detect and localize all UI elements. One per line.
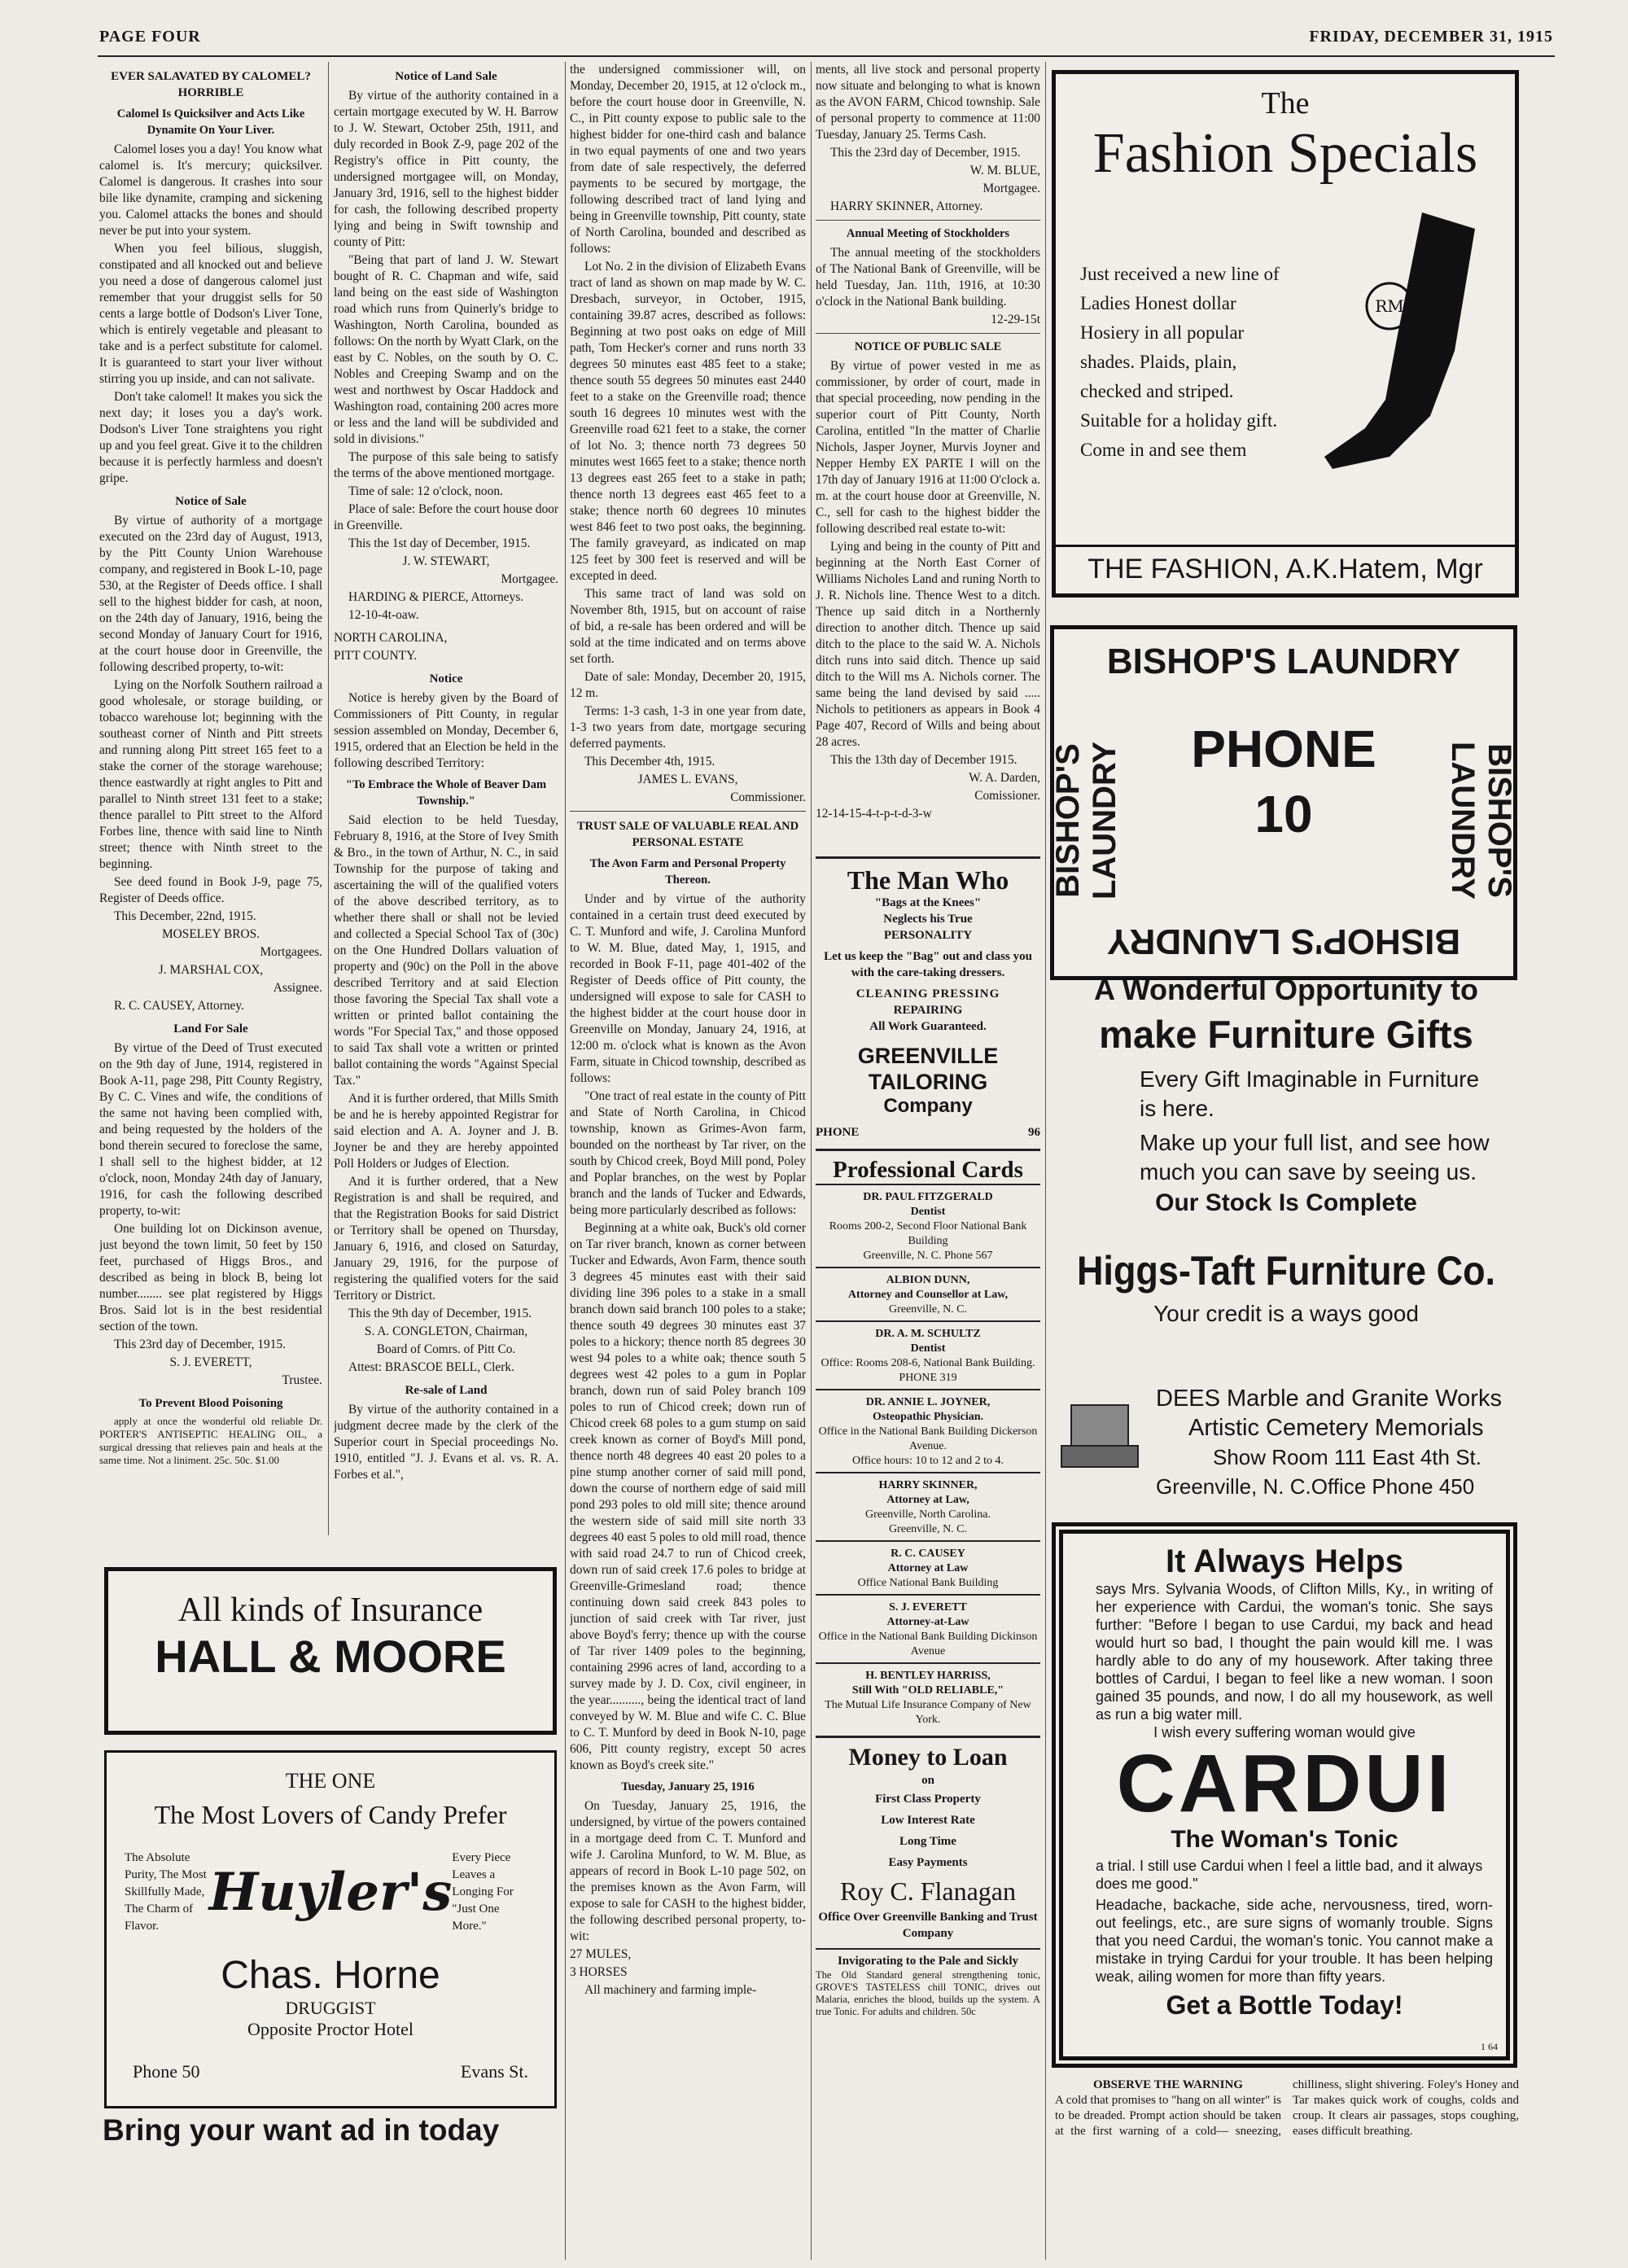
professional-card [816, 1320, 1040, 1389]
dees-line: DEES Marble and Granite Works [1156, 1386, 1502, 1412]
card-name: R. C. CAUSEY [891, 1548, 965, 1560]
election-notice-head: Notice [429, 672, 463, 685]
tailoring-phone-row [816, 1124, 1040, 1141]
loan-line: First Class Property [875, 1793, 981, 1806]
card-l1: The Mutual Life Insurance Company of New York. [825, 1699, 1031, 1726]
land-for-sale-head: Land For Sale [173, 1022, 248, 1035]
cardui-ad [1052, 1522, 1517, 2068]
card-l1: Office in the National Bank Building Dickinson Avenue [818, 1631, 1038, 1657]
dees-line: Greenville, N. C.Office Phone 450 [1156, 1474, 1475, 1499]
professional-card [816, 1184, 1040, 1267]
land-sale-time: Time of sale: 12 o'clock, noon. [348, 484, 503, 498]
loan-line: Low Interest Rate [881, 1814, 975, 1827]
card-name: DR. A. M. SCHULTZ [875, 1328, 981, 1340]
land-sale-signature-role: Mortgagee. [501, 572, 558, 586]
sale-signature-role: Assignee. [273, 981, 322, 995]
card-list [816, 1184, 1040, 1731]
trust-cont-date: This the 23rd day of December, 1915. [830, 146, 1021, 160]
card-l2: PHONE 319 [899, 1372, 957, 1384]
warning-notice [1055, 2078, 1519, 2139]
tailoring-ad [816, 856, 1040, 1141]
loan-line: Long Time [899, 1835, 956, 1848]
column-3 [570, 62, 806, 2260]
column-4 [816, 62, 1040, 843]
want-ad-banner: Bring your want ad in today [103, 2113, 500, 2147]
election-territory: "To Embrace the Whole of Beaver Dam Township." [345, 778, 547, 808]
card-title: Attorney at Law [887, 1562, 969, 1574]
professional-card [816, 1472, 1040, 1540]
fashion-body: Just received a new line of Ladies Honest dollar Hosiery in all popular shades. Plaids, plain, checked and striped. Suitable for a holiday gift. Come in and see them [1080, 264, 1280, 460]
loan-ad [816, 1736, 1040, 1942]
dees-marble-ad [1050, 1384, 1522, 1506]
resale-cont: Date of sale: Monday, December 20, 1915, 12 m. [570, 670, 806, 700]
masthead-rule [98, 55, 1555, 57]
trust-para: On Tuesday, January 25, 1916, the undersigned, by virtue of the powers contained in a mortgage deed from C. T. Munford and wife J. Carolina Munford, to W. M. Blue, as appears of record in Book L-10 page 502, on the premises known as the Avon Farm, will expose to sale for CASH to the highest bidder, the following described personal property, to-wit: [570, 1799, 806, 1943]
blood-poisoning-head: To Prevent Blood Poisoning [138, 1397, 283, 1410]
sale-attorney: R. C. CAUSEY, Attorney. [114, 999, 244, 1013]
stocking-icon [1300, 196, 1503, 506]
nc-head: NORTH CAROLINA, [334, 631, 448, 645]
card-name: DR. PAUL FITZGERALD [863, 1191, 993, 1203]
card-title: Still With "OLD RELIABLE," [851, 1684, 1004, 1697]
cardui-number: 1 64 [1481, 2041, 1498, 2052]
land-sale-head: Notice of Land Sale [395, 70, 497, 83]
horne-street: Evans St. [460, 2061, 528, 2082]
trust-attorney: HARRY SKINNER, Attorney. [830, 199, 983, 213]
grove-ad [816, 1948, 1040, 2018]
trust-sale-head: TRUST SALE OF VALUABLE REAL AND PERSONAL ESTATE [570, 811, 806, 851]
loan-line: Easy Payments [888, 1856, 968, 1869]
sale-signature: MOSELEY BROS. [161, 927, 260, 941]
card-l1: Office in the National Bank Building Dickerson Avenue. [818, 1425, 1038, 1452]
cardui-headline: It Always Helps [1166, 1543, 1403, 1579]
horne-right-text: Every Piece Leaves a Longing For "Just One More." [452, 1851, 514, 1933]
bishop-name-top: BISHOP'S LAUNDRY [1106, 641, 1461, 681]
cardui-body: says Mrs. Sylvania Woods, of Clifton Mills, Ky., in writing of her experience with Cardui, the woman's tonic. She says further: "Before I began to use Cardui, my back and head would hurt so bad, I thought the pain would kill me. I was hardly able to do any of my housework. After taking three bottles of Cardui, I began to feel like a new woman. I soon gained 35 pounds, and now, I do all my housework, as well as run a big water mill. [1096, 1581, 1493, 1723]
tailoring-guarantee: All Work Guaranteed. [869, 1020, 987, 1033]
furniture-line: Every Gift Imaginable in Furniture is here. [1140, 1066, 1480, 1121]
professional-card [816, 1389, 1040, 1472]
card-title: Dentist [910, 1206, 946, 1218]
horne-line: The Most Lovers of Candy Prefer [154, 1800, 507, 1829]
land-sale-para: The purpose of this sale being to satisfy the terms of the above mentioned mortgage. [334, 450, 558, 480]
land-sale-date: This the 1st day of December, 1915. [348, 536, 531, 550]
election-para: And it is further ordered, that Mills Smith be and he is hereby appointed Registrar for said election and A. A. Joyner and J. B. Joyner be and they are hereby appointed Poll Holders or Judges of Election. [334, 1092, 558, 1171]
election-para: Notice is hereby given by the Board of Commissioners of Pitt County, in regular session assembled on Monday, December 6, 1915, ordered that an Election be held in the following described Territory: [334, 691, 558, 770]
insurance-company: HALL & MOORE [155, 1631, 506, 1682]
land-signature: S. J. EVERETT, [169, 1355, 252, 1369]
card-name: DR. ANNIE L. JOYNER, [865, 1396, 991, 1408]
card-name: HARRY SKINNER, [878, 1479, 978, 1491]
tailoring-line: PERSONALITY [883, 929, 973, 942]
land-sale-para: "Being that part of land J. W. Stewart bought of R. C. Chapman and wife, said land being on the east side of Washington road which runs from Quinerly's bridge to Washington, North Carolina, bounded as follows: On the north by Wyatt Clark, on the east by C. Nobles, on the south by O. C. Nobles and Creeping Swamp and on the west and northwest by Oscar Haddock and Washington road, containing 200 acres more or less and the land will be subdivided and sold in divisions." [334, 253, 558, 446]
column-rule [565, 62, 566, 2260]
public-sale-signature-role: Comissioner. [974, 789, 1040, 803]
resale-signature-role: Commissioner. [730, 790, 806, 804]
professional-cards-head: Professional Cards [833, 1157, 1023, 1183]
sale-signature-role: Mortgagees. [260, 945, 322, 959]
card-title: Dentist [910, 1342, 946, 1355]
fashion-ad [1052, 70, 1519, 598]
fashion-title: Fashion Specials [1092, 122, 1478, 185]
card-title: Attorney-at-Law [886, 1616, 969, 1628]
furniture-line: A Wonderful Opportunity to [1094, 973, 1478, 1006]
resale-cont: Terms: 1-3 cash, 1-3 in one year from date, 1-3 two years from date, mortgage securing deferred payments. [570, 704, 806, 751]
calomel-subhead: Calomel Is Quicksilver and Acts Like Dynamite On Your Liver. [116, 107, 305, 137]
column-rule [1045, 62, 1046, 2260]
horne-druggist: DRUGGIST [285, 1998, 376, 2018]
cardui-body: Headache, backache, side ache, nervousness, tired, worn-out feelings, etc., are sure signs of womanly trouble. Signs that you need Cardui, the woman's tonic. You cannot make a mistake in trying Cardui for your trouble. It has been helping weak, ailing women for more than fifty years. [1096, 1897, 1493, 1985]
land-sale-signature: J. W. STEWART, [402, 554, 490, 568]
huylers-logo: Huyler's [208, 1862, 453, 1923]
issue-date: FRIDAY, DECEMBER 31, 1915 [1309, 28, 1553, 46]
loan-line: on [921, 1774, 934, 1787]
tailoring-company: GREENVILLE TAILORING [857, 1044, 999, 1094]
card-l2: Greenville, N. C. [888, 1523, 968, 1535]
card-name: ALBION DUNN, [886, 1274, 970, 1286]
cardui-cta: Get a Bottle Today! [1166, 1990, 1403, 2020]
calomel-headline: EVER SALAVATED BY CALOMEL? HORRIBLE [111, 70, 311, 99]
horne-address: Opposite Proctor Hotel [247, 2019, 414, 2039]
bishop-phone: PHONE [1191, 720, 1376, 778]
horne-phone: Phone 50 [133, 2061, 200, 2082]
horne-left-text: The Absolute Purity, The Most Skillfully Made, The Charm of Flavor. [125, 1851, 207, 1933]
cardui-wish: I wish every suffering woman would give [1153, 1724, 1416, 1740]
public-sale-code: 12-14-15-4-t-p-t-d-3-w [816, 807, 932, 821]
card-l2: Greenville, N. C. Phone 567 [863, 1250, 993, 1262]
card-l1: Office National Bank Building [857, 1577, 999, 1589]
land-sale-para: By virtue of the authority contained in a certain mortgage executed by W. H. Barrow to J. W. Stewart, October 25th, 1911, and duly recorded in Book Z-9, page 202 of the Registry's office in Pitt county, the undersigned mortgagee will, on Monday, January 3rd, 1916, sell to the highest bidder for cash, the following described property lying and being in Swift township and county of Pitt: [334, 89, 558, 249]
land-para: By virtue of the Deed of Trust executed on the 9th day of June, 1914, registered in Book A-11, page 298, Pitt County Registry, By C. C. Vines and wife, the conditions of the same not having been complied with, and being requested by the holders of the bond therein secured to foreclose the same, I shall sell to the highest bidder, at 12 o'clock, noon, Monday 24th day of January, 1916, for cash the following described property, to-wit: [99, 1041, 322, 1218]
resale-date: This December 4th, 1915. [584, 755, 716, 768]
resale-head: Re-sale of Land [405, 1384, 488, 1397]
fashion-footer: THE FASHION, A.K.Hatem, Mgr [1056, 545, 1515, 585]
trust-signature: W. M. BLUE, [969, 164, 1040, 177]
tailoring-services: CLEANING PRESSING [856, 987, 1000, 1000]
nc-county: PITT COUNTY. [334, 649, 418, 663]
public-sale-date: This the 13th day of December 1915. [830, 753, 1017, 767]
cardui-body: a trial. I still use Cardui when I feel a little bad, and it always does me good." [1096, 1858, 1483, 1892]
trust-signature-role: Mortgagee. [982, 182, 1040, 195]
cardui-tonic: The Woman's Tonic [1171, 1826, 1398, 1853]
public-sale-para: By virtue of power vested in me as commissioner, by order of court, made in that special proceeding, now pending in the superior court of Pitt County, North Carolina, entitled "In the matter of Charlie Nichols, Jasper Joyner, Murvis Joyner and Nepper Hemby EX PARTE I will on the 17th day of January 1916 at 11:00 O'clock a. m. at the court house door at Greenville, N. C., sell for cash to the highest bidder the following described real estate to-wit: [816, 359, 1040, 536]
professional-cards [816, 1149, 1040, 1731]
column-rule [328, 62, 329, 1535]
higgs-taft-credit: Your credit is a ways good [1153, 1301, 1419, 1326]
trust-cont: ments, all live stock and personal property now situate and belonging to what is known as the AVON FARM, Chicod township. Sale of personal property to commence at 11:00 Tuesday, January 25. Terms Cash. [816, 63, 1040, 142]
resale-cont: This same tract of land was sold on November 8th, 1915, but on account of raise of bid, a re-sale has been ordered and will be sold at the time indicated and on terms above set forth. [570, 587, 806, 666]
calomel-para: Calomel loses you a day! You know what calomel is. It's mercury; quicksilver. Calomel is dangerous. It crashes into sour bile like dynamite, cramping and sickening you. Calomel attacks the bones and should never be put into your system. [99, 142, 322, 238]
public-sale-head: NOTICE OF PUBLIC SALE [816, 333, 1040, 355]
public-sale-signature: W. A. Darden, [969, 771, 1040, 785]
card-name: S. J. EVERETT [889, 1601, 967, 1613]
trust-para: "One tract of real estate in the county of Pitt and State of North Carolina, in Chicod township, known as Grimes-Avon farm, bounded on the northeast by Tar river, on the south by Chicod creek, Boyd Mill pond, Poley and Poplar branches, on the west by Poplar branch and the lands of Tucker and Edwards, being more particularly described as follows: [570, 1089, 806, 1217]
insurance-ad [104, 1567, 557, 1735]
resale-cont: Lot No. 2 in the division of Elizabeth Evans tract of land as shown on map made by W. C. Dresbach, surveyor, in October, 1915, containing 39.87 acres, described as follows: Beginning at two post oaks on edge of Mill path, Tom Hecker's corner and runs north 33 degrees 50 minutes east 485 feet to a stake; thence south 55 degrees 50 minutes east 2440 feet to a stake on the Greenville road; thence south 16 degrees 10 minutes west with the Greenville road 621 feet to a stake, the corner of lot No. 3; thence north 73 degrees 50 minutes west 1665 feet to a stake; thence north 13 degrees east 265 feet to a stake in path; thence north 13 degrees east 465 feet to a stake; thence north 60 degrees 10 minutes west 846 feet to two post oaks, the beginning. The family graveyard, as indicated on map 125 feet by 300 feet is reserved and will be excepted in deed. [570, 260, 806, 583]
trust-list-item: 3 HORSES [570, 1965, 628, 1979]
loan-office: Office Over Greenville Banking and Trust Company [818, 1911, 1038, 1940]
resale-signature: JAMES L. EVANS, [637, 773, 738, 786]
professional-card [816, 1594, 1040, 1662]
grove-head: Invigorating to the Pale and Sickly [837, 1955, 1019, 1968]
land-para: One building lot on Dickinson avenue, just beyond the town limit, 50 feet by 150 feet, purchased of Higgs Bros., and described as being in block B, being lot number........ see plat registered by Higgs Bros. Said lot is in the best residential section of the town. [99, 1222, 322, 1333]
trust-list-item: All machinery and farming imple- [584, 1983, 757, 1997]
horne-ad [104, 1750, 557, 2108]
furniture-headline: make Furniture Gifts [1099, 1013, 1473, 1056]
election-signature-role: Board of Comrs. of Pitt Co. [376, 1342, 516, 1356]
higgs-taft-name: Higgs-Taft Furniture Co. [1076, 1248, 1496, 1294]
sale-para: Lying on the Norfolk Southern railroad a good wholesale, or storage building, or tobacco warehouse lot; beginning with the southeast corner of Ninth and Pitt streets and running along Pitt street 165 feet to a stake the corner of the storage warehouse; thence eastwardly at right angles to Pitt and parallel to Ninth street 131 feet to a stake; thence parallel to Pitt street to the Alford Forbes line, thence with said line to Ninth street; thence with Ninth street to the beginning. [99, 678, 322, 871]
tailoring-line: Let us keep the "Bag" out and class you with the care-taking dressers. [824, 950, 1032, 979]
resale-cont: the undersigned commissioner will, on Monday, December 20, 1915, at 12 o'clock m., before the court house door in Greenville, N. C., in Pitt county expose to public sale to the highest bidder for one-third cash and balance in two equal payments of one and two years from date of sale respectively, the deferred payments to be secured by mortgage, the following described tract of land lying and being in Greenville township, Pitt county, state of North Carolina, bounded and described as follows: [570, 63, 806, 256]
card-title: Attorney and Counsellor at Law, [847, 1289, 1009, 1301]
card-name: H. BENTLEY HARRISS, [865, 1670, 991, 1682]
horne-name: Chas. Horne [221, 1954, 440, 1997]
loan-name: Roy C. Flanagan [840, 1876, 1016, 1906]
election-para: Said election to be held Tuesday, February 8, 1916, at the Store of Ivey Smith & Bro., in the town of Arthur, N. C., in said Township for the purpose of taking and ascertaining the will of the qualified voters of the above described territory, as to whether there shall or shall not be levied and collected a Special School Tax of (30c) on the One Hundred Dollars valuation of property and (90c) on the Poll in the above described Territory and at said Election those favoring the Special Tax shall vote a written or printed ballot containing the words "For Special Tax," and those opposed to said Tax shall vote a written or printed ballot containing the words "Against Special Tax." [334, 813, 558, 1088]
furniture-line: Make up your full list, and see how much you can save by seeing us. [1140, 1130, 1490, 1184]
card-l1: Office: Rooms 208-6, National Bank Building. [821, 1357, 1035, 1369]
insurance-line: All kinds of Insurance [177, 1592, 484, 1629]
tailoring-services: REPAIRING [893, 1004, 963, 1017]
trust-para: Beginning at a white oak, Buck's old corner on Tar river branch, known as corner between Tucker and Edwards, Avon Farm, thence south 3 degrees 45 minutes east with their said dividing line 396 poles to a stake in a small branch down said branch 100 poles to a stake; thence south 49 degrees 30 minutes east 37 poles to a hickory; thence north 85 degrees 30 west 94 poles to a white oak; thence south 5 degrees west 42 poles to a gum in Poplar branch, down run of said Poley branch 109 poles to run of Chicod creek; down run of Chicod creek 68 poles to a gum stump on said creek known as corner of Boyd's Mill pond, thence north 48 degrees 40 east 20 poles to a pine stump another corner of said mill pond, down the course of northern edge of said mill pond 293 poles to old mill site; thence around the western side of said mill site north 33 degrees 40 east 5 poles to old mill road, thence with said road 24.7 to run of Chicod creek, down run of said creek 17.6 poles to bridge at Greenville-Grimesland road; thence continuing down said creek 843 poles to junction of said creek with Tar river, just above Boyd's ferry; thence up with the course of Tar river 1409 poles to the beginning, containing 2996 acres of land, according to a survey made by J. D. Cox, civil engineer, in the year.........., being the identical tract of land conveyed by W. M. Blue and wife C. C. Blue to C. T. Munford by deed in Book N-10, page 606, Pitt county registry, except 50 acres known as Boyd's creek site." [570, 1221, 806, 1772]
trust-list-item: 27 MULES, [570, 1947, 632, 1961]
tailoring-line: "Bags at the Knees" [874, 896, 982, 909]
cardui-name: CARDUI [1116, 1738, 1453, 1829]
election-attest: Attest: BRASCOE BELL, Clerk. [348, 1360, 514, 1374]
professional-card [816, 1267, 1040, 1320]
horne-line: THE ONE [285, 1769, 376, 1793]
column-rule [811, 62, 812, 2260]
loan-head: Money to Loan [848, 1744, 1008, 1771]
professional-card [816, 1540, 1040, 1594]
fashion-the: The [1261, 86, 1310, 120]
dees-line: Show Room 111 East 4th St. [1213, 1445, 1481, 1469]
card-l1: Greenville, North Carolina. [865, 1508, 991, 1521]
furniture-stock: Our Stock Is Complete [1155, 1189, 1417, 1216]
sale-date: This December, 22nd, 1915. [114, 909, 256, 923]
notice-of-sale-head: Notice of Sale [175, 495, 247, 508]
tailoring-phone-label: PHONE [816, 1126, 860, 1139]
public-sale-para: Lying and being in the county of Pitt and beginning at the North East Corner of Williams Nicholes Land and runing North to J. R. Nichols line. Thence West to a ditch. Thence up said ditch in a Northernly direction to another ditch. Thence up said ditch to the place to the said W. A. Nichols ditch runs into said ditch. Thence up said ditch to the Will ms A. Nichols corner. The same being the land devised by said ..... Nichols to petitioners as appears in Book 4 Page 407, Record of Wills and being about 28 acres. [816, 540, 1040, 749]
warning-text: A cold that promises to "hang on all winter" is to be dreaded. Prompt action should be taken at the first warning of a cold— sneezing, chilliness, slight shivering. Foley's Honey and Tar makes quick work of coughs, colds and croup. It clears air passages, stops coughing, eases difficult breathing. [1055, 2078, 1519, 2138]
land-signature-role: Trustee. [282, 1373, 322, 1387]
sale-para: By virtue of authority of a mortgage executed on the 23rd day of August, 1913, by the Pitt County Union Warehouse company, and registered in Book L-10, page 530, at the Register of Deeds office. I shall sell to the highest bidder for cash, at noon, on the 24th day of January, 1916, being the second Monday of January Court for 1916, at the court house door in Greenville, the following described property, to-wit: [99, 514, 322, 674]
page-number: PAGE FOUR [99, 28, 201, 46]
column-2 [334, 62, 558, 1539]
professional-card [816, 1662, 1040, 1731]
card-l2: Office hours: 10 to 12 and 2 to 4. [852, 1455, 1004, 1467]
trust-date-head: Tuesday, January 25, 1916 [621, 1780, 755, 1793]
tailoring-company: Company [883, 1095, 973, 1117]
election-date: This the 9th day of December, 1915. [348, 1307, 532, 1320]
bishop-name-left: BISHOP'S LAUNDRY [1050, 741, 1123, 900]
card-title: Attorney at Law, [886, 1494, 969, 1506]
annual-meeting-code: 12-29-15t [991, 313, 1040, 326]
sale-signature: J. MARSHAL COX, [158, 963, 264, 977]
election-para: And it is further ordered, that a New Registration is and shall be required, and that the Registration Books for said District or Territory shall be opened on Thursday, January 6, 1916, and closed on Saturday, January 29, 1916, for the purpose of registering the qualified voters for the said Territory or District. [334, 1175, 558, 1303]
annual-meeting-para: The annual meeting of the stockholders of The National Bank of Greenville, will be held Tuesday, Jan. 11th, 1916, at 10:30 o'clock in the National Bank building. [816, 246, 1040, 309]
horne-brand-row [125, 1850, 536, 1935]
horne-footer [133, 2061, 528, 2082]
bishop-name-bottom: BISHOP'S LAUNDRY [1106, 922, 1461, 961]
grove-text: The Old Standard general strengthening tonic, GROVE'S TASTELESS chill TONIC, drives out Malaria, enriches the blood, builds up the system. A true Tonic. For adults and children. 50c [816, 1969, 1040, 2017]
blood-poisoning-text: apply at once the wonderful old reliable Dr. PORTER'S ANTISEPTIC HEALING OIL, a surgical dressing that relieves pain and heals at the same time. Not a liniment. 25c. 50c. $1.00 [99, 1415, 322, 1466]
trust-sale-subhead: The Avon Farm and Personal Property Thereon. [589, 857, 786, 887]
dees-line: Artistic Cemetery Memorials [1188, 1415, 1484, 1441]
land-sale-code: 12-10-4t-oaw. [348, 608, 419, 622]
trust-para: Under and by virtue of the authority contained in a certain trust deed executed by C. T. Munford and wife, J. Carolina Munford to W. M. Blue, dated May, 1, 1915, and recorded in Book F-11, page 401-402 of the Register of Deeds office of Pitt county, the undersigned will expose to sale for CASH to the highest bidder at the court house door in Greenville on Monday, January 24, 1916, at 12:00 m. o'clock what is known as the Avon Farm, situate in Chicod township, described as follows: [570, 892, 806, 1085]
monument-icon [1055, 1399, 1144, 1472]
furniture-ad [1050, 969, 1522, 1329]
column-1 [99, 62, 322, 1539]
column-4-lower [816, 856, 1040, 2265]
tailoring-headline: The Man Who [847, 865, 1009, 895]
bishop-name-right: BISHOP'S LAUNDRY [1445, 741, 1517, 900]
sale-para: See deed found in Book J-9, page 75, Register of Deeds office. [99, 875, 322, 905]
land-sale-place: Place of sale: Before the court house door in Greenville. [334, 502, 558, 532]
calomel-para: Don't take calomel! It makes you sick the next day; it loses you a day's work. Dodson's Liver Tone straightens you right up and you feel great. Give it to the children because it is perfectly harmless and doesn't gripe. [99, 390, 322, 485]
land-sale-attorneys: HARDING & PIERCE, Attorneys. [348, 590, 524, 604]
tailoring-line: Neglects his True [883, 913, 973, 926]
svg-text:RM: RM [1375, 296, 1404, 316]
calomel-para: When you feel bilious, sluggish, constipated and all knocked out and believe you need a dose of dangerous calomel just remember that your druggist sells for 50 cents a large bottle of Dodson's Liver Tone, which is entirely vegetable and pleasant to take and is a perfect substitute for calomel. It is guaranteed to start your liver without stirring you up inside, and can not salivate. [99, 242, 322, 386]
bishop-phone-number: 10 [1254, 785, 1313, 843]
warning-head: OBSERVE THE WARNING [1093, 2078, 1243, 2091]
card-title: Osteopathic Physician. [872, 1411, 984, 1423]
card-l1: Greenville, N. C. [888, 1303, 968, 1316]
annual-meeting-head: Annual Meeting of Stockholders [816, 220, 1040, 242]
resale-para: By virtue of the authority contained in a judgment decree made by the clerk of the Superior court in Special proceedings No. 1910, entitled "J. J. Evans et al. vs. R. A. Forbes et al.", [334, 1403, 558, 1482]
bishop-laundry-ad [1050, 625, 1517, 980]
tailoring-phone-number: 96 [1028, 1126, 1040, 1139]
election-signature: S. A. CONGLETON, Chairman, [364, 1324, 528, 1338]
card-l1: Rooms 200-2, Second Floor National Bank Building [829, 1220, 1027, 1247]
land-date: This 23rd day of December, 1915. [114, 1338, 286, 1351]
